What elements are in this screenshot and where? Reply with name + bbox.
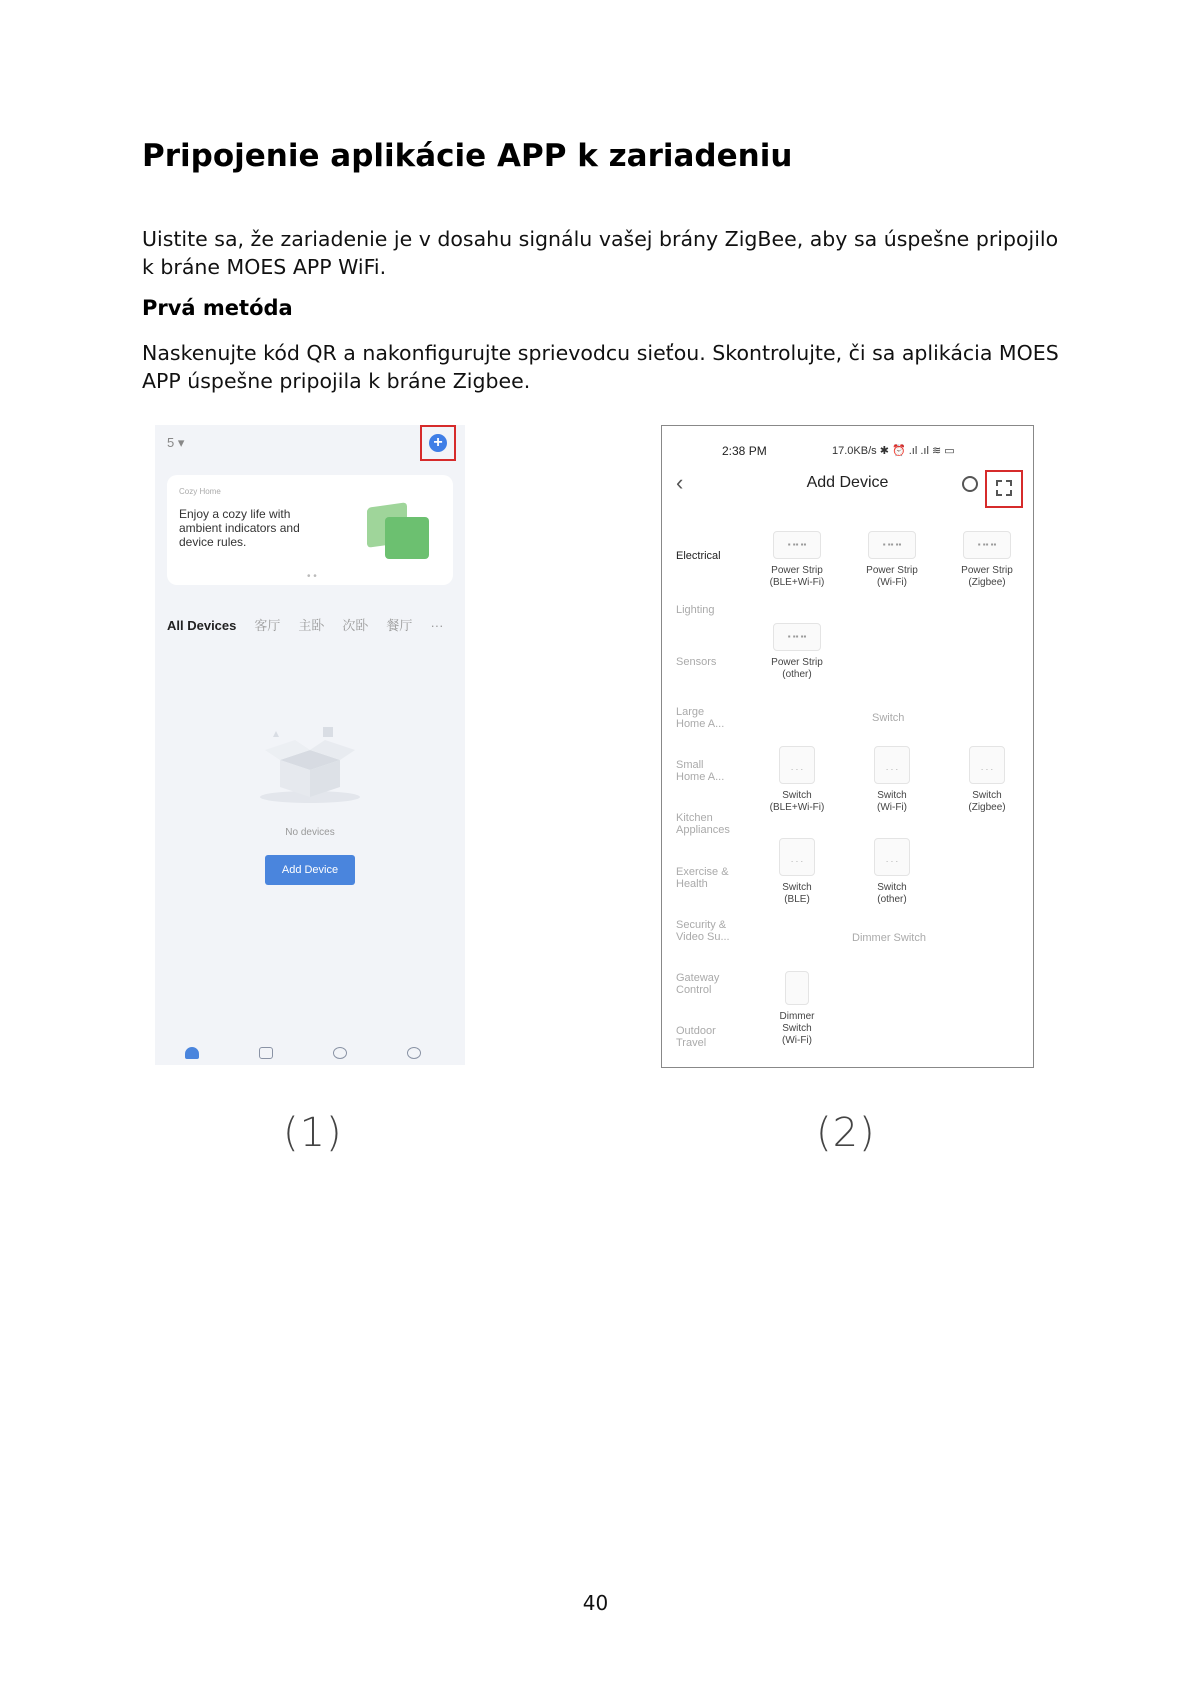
profile-nav-icon[interactable]	[407, 1047, 421, 1059]
switch-icon: · · ·	[969, 746, 1005, 784]
device-label: Switch (other)	[877, 882, 907, 905]
caption-2: (2)	[816, 1110, 876, 1156]
tab-room[interactable]: 次卧	[342, 618, 369, 633]
switch-icon: · · ·	[874, 746, 910, 784]
qr-scan-icon[interactable]	[996, 480, 1012, 496]
category-item[interactable]: Sensors	[676, 656, 717, 668]
switch-icon: · · ·	[779, 838, 815, 876]
power-strip-icon: ▪ ▪▪ ▪▪	[773, 531, 821, 559]
room-tabs	[167, 615, 461, 634]
device-option[interactable]	[947, 746, 1027, 814]
power-strip-icon: ▪ ▪▪ ▪▪	[963, 531, 1011, 559]
switch-icon: · · ·	[874, 838, 910, 876]
instruction-paragraph: Naskenujte kód QR a nakonfigurujte sprievodcu sieťou. Skontrolujte, či sa aplikácia MOES APP úspešne pripojila k bráne Zigbee.	[142, 341, 1059, 393]
device-label: Power Strip (BLE+Wi-Fi)	[769, 565, 825, 588]
home-nav-icon[interactable]	[185, 1047, 199, 1059]
device-label: Power Strip (other)	[771, 657, 823, 680]
home-selector[interactable]: 5 ▾	[167, 435, 185, 450]
card-label: Cozy Home	[179, 487, 221, 496]
device-option[interactable]	[757, 623, 837, 681]
add-device-header: Add Device	[806, 474, 889, 491]
device-label: Switch (Zigbee)	[968, 790, 1006, 813]
auto-scan-icon[interactable]	[962, 476, 978, 492]
category-item[interactable]: Exercise & Health	[676, 866, 729, 890]
category-item[interactable]: Gateway Control	[676, 972, 720, 996]
back-icon[interactable]: ‹	[676, 470, 684, 495]
tab-room[interactable]: 客厅	[254, 618, 281, 633]
device-option[interactable]	[852, 838, 932, 906]
dimmer-switch-icon	[785, 971, 809, 1005]
switch-icon: · · ·	[779, 746, 815, 784]
section-dimmer-switch: Dimmer Switch	[852, 932, 926, 944]
method-heading: Prvá metóda	[142, 296, 293, 320]
tab-room[interactable]: 餐厅	[386, 618, 413, 633]
more-tabs-icon[interactable]: ···	[430, 618, 444, 633]
power-strip-icon: ▪ ▪▪ ▪▪	[868, 531, 916, 559]
device-label: Switch (BLE)	[782, 882, 812, 905]
category-item[interactable]: Large Home A...	[676, 706, 725, 730]
device-label: Switch (Wi-Fi)	[877, 790, 907, 813]
device-label: Power Strip (Zigbee)	[961, 565, 1013, 588]
no-devices-text: No devices	[285, 827, 335, 838]
device-option[interactable]	[852, 746, 932, 814]
plus-icon[interactable]: +	[429, 434, 447, 452]
device-option[interactable]	[757, 971, 837, 1047]
scan-highlight-box	[985, 470, 1023, 508]
add-device-button[interactable]: Add Device	[265, 855, 355, 885]
house-icon	[385, 517, 429, 559]
page-title: Pripojenie aplikácie APP k zariadeniu	[142, 138, 793, 174]
scene-nav-icon[interactable]	[259, 1047, 273, 1059]
caption-1: (1)	[283, 1110, 343, 1156]
category-item[interactable]: Security & Video Su...	[676, 919, 730, 943]
bottom-navbar	[155, 1045, 465, 1065]
tab-room[interactable]: 主卧	[298, 618, 325, 633]
smart-nav-icon[interactable]	[333, 1047, 347, 1059]
device-option[interactable]	[852, 531, 932, 589]
device-option[interactable]	[757, 531, 837, 589]
add-highlight-box	[420, 425, 456, 461]
app-home-screenshot	[155, 425, 465, 1065]
section-switch: Switch	[872, 712, 905, 724]
device-label: Switch (BLE+Wi-Fi)	[769, 790, 825, 813]
category-item[interactable]: Kitchen Appliances	[676, 812, 730, 836]
power-strip-icon: ▪ ▪▪ ▪▪	[773, 623, 821, 651]
category-item[interactable]: Electrical	[676, 550, 721, 562]
add-device-screenshot	[661, 425, 1034, 1068]
status-icons: 17.0KB/s ✱ ⏰ .ıl .ıl ≋ ▭	[832, 445, 955, 457]
promo-card	[167, 475, 453, 585]
empty-box-illustration	[255, 725, 365, 805]
category-item[interactable]: Lighting	[676, 604, 715, 616]
category-item[interactable]: Outdoor Travel	[676, 1025, 716, 1049]
tab-all-devices[interactable]: All Devices	[167, 618, 237, 633]
status-time: 2:38 PM	[722, 444, 767, 458]
device-label: Dimmer Switch (Wi-Fi)	[779, 1011, 815, 1046]
device-option[interactable]	[757, 838, 837, 906]
intro-paragraph: Uistite sa, že zariadenie je v dosahu signálu vašej brány ZigBee, aby sa úspešne pripojilo k bráne MOES APP WiFi.	[142, 227, 1059, 279]
carousel-dots: • •	[307, 571, 317, 582]
device-label: Power Strip (Wi-Fi)	[866, 565, 918, 588]
card-text: Enjoy a cozy life with ambient indicators and device rules.	[179, 507, 300, 549]
device-option[interactable]	[757, 746, 837, 814]
category-item[interactable]: Small Home A...	[676, 759, 725, 783]
page-number: 40	[582, 1591, 609, 1615]
device-option[interactable]	[947, 531, 1027, 589]
